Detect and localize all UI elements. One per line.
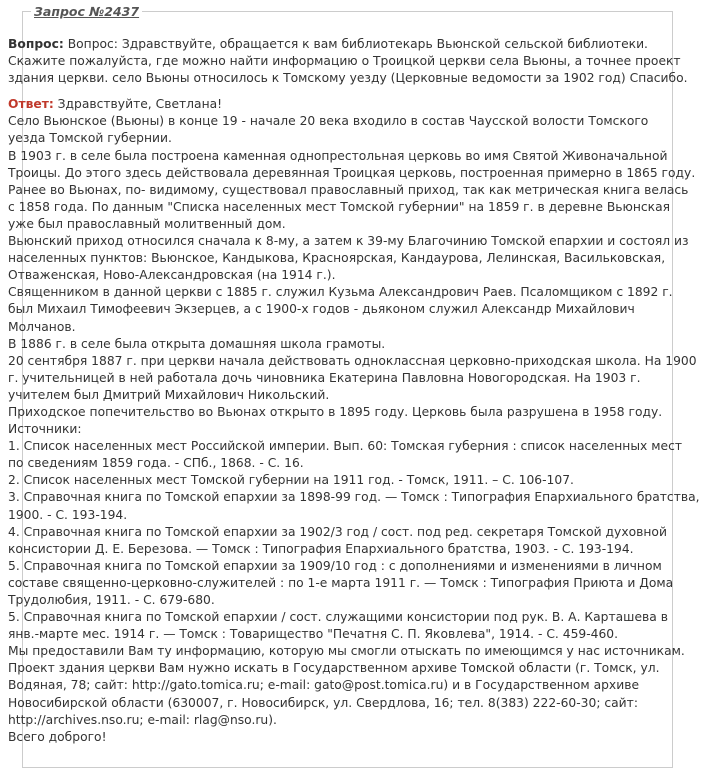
answer-line: Приходское попечительство во Вьюнах открыто в 1895 году. Церковь была разрушена в 1958 году. [8, 404, 663, 419]
answer-line: Отваженская, Ново-Александровская (на 1914 г.). [8, 268, 336, 283]
answer-line: с 1858 года. По данным "Списка населенных мест Томской губернии" на 1859 г. в деревне Вьюнская [8, 199, 671, 214]
answer-line: Водяная, 78; сайт: http://gato.tomica.ru; e-mail: gato@post.tomica.ru) и в Государственном архиве [8, 678, 640, 693]
answer-line: учителем был Дмитрий Михайлович Никольский. [8, 387, 330, 402]
answer-block [8, 96, 700, 746]
answer-line: 2. Список населенных мест Томской губернии на 1911 год. - Томск, 1911. – С. 106-107. [8, 473, 574, 488]
answer-line: Троицы. До этого здесь действовала деревянная Троицкая церковь, построенная примерно в 1865 году. [8, 165, 696, 180]
answer-line: 4. Справочная книга по Томской епархии за 1902/3 год / сост. под ред. секретаря Томской духовной [8, 524, 667, 539]
answer-line: Село Вьюнское (Вьюны) в конце 19 - начале 20 века входило в состав Чаусской волости Томского [8, 114, 649, 129]
request-title: Запрос №2437 [34, 4, 140, 19]
answer-line: 5. Справочная книга по Томской епархии за 1909/10 год : с дополнениями и изменениями в личном [8, 558, 662, 573]
answer-line: Священником в данной церкви с 1885 г. служил Кузьма Александрович Раев. Псаломщиком с 1892 г. [8, 285, 673, 300]
answer-line: Трудолюбия, 1911. - С. 679-680. [8, 593, 215, 607]
answer-line: 3. Справочная книга по Томской епархии за 1898-99 год. — Томск : Типография Епархиального братства, [8, 490, 700, 505]
request-content [8, 36, 700, 755]
answer-line: Проект здания церкви Вам нужно искать в Государственном архиве Томской области (г. Томск, ул. [8, 661, 660, 676]
answer-greeting-line [8, 96, 648, 113]
answer-body [8, 113, 700, 745]
answer-line: http://archives.nso.ru; e-mail: rlag@nso.ru). [8, 712, 277, 727]
answer-line: В 1886 г. в селе была открыта домашняя школа грамоты. [8, 336, 386, 351]
answer-line: В 1903 г. в селе была построена каменная однопрестольная церковь во имя Святой Живоначальной [8, 148, 668, 163]
answer-line: Мы предоставили Вам ту информацию, которую мы смогли отыскать по имеющимся у нас источникам. [8, 644, 685, 659]
answer-line: уже был православный молитвенный дом. [8, 216, 286, 231]
answer-line: был Михаил Тимофеевич Экзерцев, а с 1900-х годов - дьяконом служил Александр Михайлович [8, 302, 635, 317]
answer-line: г. учительницей в ней работала дочь чиновника Екатерина Павловна Новогородская. На 1903 г. [8, 370, 641, 385]
answer-line: Вьюнский приход относился сначала к 8-му, а затем к 39-му Благочинию Томской епархии и состоял из [8, 234, 689, 249]
answer-line: Всего доброго! [8, 729, 107, 744]
answer-line: консистории Д. Е. Березова. — Томск : Типография Епархиального братства, 1903. - С. 193-194. [8, 541, 634, 556]
answer-line: Ранее во Вьюнах, по- видимому, существовал православный приход, так как метрическая книга велась [8, 182, 689, 197]
question-line: здания церкви. село Вьюны относилось к Томскому уезду (Церковные ведомости за 1902 год) Спасибо. [8, 71, 688, 86]
answer-line: по сведениям 1859 года. - СПб., 1868. - С. 16. [8, 456, 304, 471]
question-line [8, 36, 648, 53]
answer-line: 1900. - С. 193-194. [8, 507, 128, 522]
answer-line: Источники: [8, 422, 82, 437]
answer-label: Ответ: [8, 97, 54, 112]
question-text: Вопрос: Здравствуйте, обращается к вам библиотекарь Вьюнской сельской библиотеки. [63, 37, 648, 51]
answer-line: янв.-марте мес. 1914 г. — Томск : Товарищество "Печатня С. П. Яковлева", 1914. - С. 459-460. [8, 627, 619, 642]
answer-line: уезда Томской губернии. [8, 131, 172, 146]
answer-line: 1. Список населенных мест Российской империи. Вып. 60: Томская губерния : список населенных мест [8, 439, 682, 454]
answer-line: населенных пунктов: Вьюнское, Кандыкова, Красноярская, Кандаурова, Лелинская, Васильковская, [8, 251, 666, 266]
answer-line: Молчанов. [8, 319, 76, 334]
answer-line: 20 сентября 1887 г. при церкви начала действовать одноклассная церковно-приходская школа. На 1900 [8, 353, 697, 368]
answer-line: 5. Справочная книга по Томской епархии / сост. служащими консистории под рук. В. А. Карташева в [8, 610, 668, 625]
answer-line: Новосибирской области (630007, г. Новосибирск, ул. Свердлова, 16; тел. 8(383) 222-60-30; сайт: [8, 695, 638, 710]
question-block [8, 36, 688, 87]
question-label: Вопрос: [8, 37, 64, 51]
question-line: Скажите пожалуйста, где можно найти информацию о Троицкой церкви села Вьюны, а точнее проект [8, 54, 681, 69]
answer-line: составе священно-церковно-служителей : по 1-е марта 1911 г. — Томск : Типография Приюта и Дома [8, 575, 674, 590]
answer-greeting: Здравствуйте, Светлана! [53, 97, 223, 112]
